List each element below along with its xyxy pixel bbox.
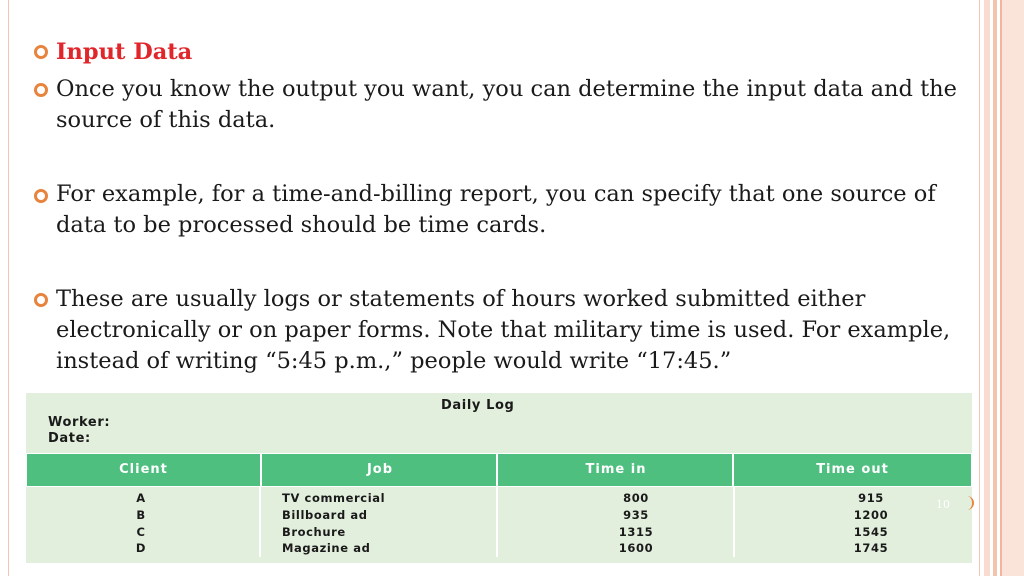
cell-time-in: 935 xyxy=(623,508,649,522)
daily-log-title: Daily Log xyxy=(441,398,515,413)
cell-time-out: 1545 xyxy=(853,525,889,539)
cell-time-out: 915 xyxy=(858,491,884,505)
cell-time-out: 1200 xyxy=(853,508,889,522)
column-header-time-in: Time in xyxy=(496,454,734,486)
bullet-icon xyxy=(34,293,48,307)
bullet-text: Once you know the output you want, you can determine the input data and the source of this data. xyxy=(56,76,957,133)
table-row xyxy=(26,541,970,558)
bullet-icon xyxy=(34,189,48,203)
cell-job: Billboard ad xyxy=(282,508,368,522)
bullet-icon xyxy=(34,83,48,97)
table-row xyxy=(26,491,970,508)
date-label: Date: xyxy=(48,431,91,446)
column-header-time-out: Time out xyxy=(732,454,971,486)
cell-time-in: 1315 xyxy=(618,525,654,539)
cell-time-out: 1745 xyxy=(853,541,889,555)
column-header-job: Job xyxy=(260,454,498,486)
cell-job: Magazine ad xyxy=(282,541,371,555)
cell-client: C xyxy=(136,525,146,539)
bullet-text: These are usually logs or statements of hours worked submitted either electronically or on paper forms. Note that military time is used. For example, instead of writing “5:45 p.m.,” people would write “17:45.” xyxy=(56,286,951,374)
cell-client: A xyxy=(136,491,146,505)
cell-job: Brochure xyxy=(282,525,346,539)
cell-time-in: 1600 xyxy=(618,541,654,555)
cell-time-in: 800 xyxy=(623,491,649,505)
cell-job: TV commercial xyxy=(282,491,386,505)
table-row xyxy=(26,508,970,525)
table-row xyxy=(26,525,970,542)
decorative-stripe xyxy=(984,0,990,576)
decorative-stripe xyxy=(1000,0,1024,576)
table-header-row xyxy=(26,453,972,487)
slide-heading: Input Data xyxy=(56,39,193,65)
worker-label: Worker: xyxy=(48,415,111,430)
decorative-stripe xyxy=(993,0,997,576)
column-header-client: Client xyxy=(119,462,168,477)
cell-client: B xyxy=(136,508,146,522)
bullet-text: For example, for a time-and-billing report, you can specify that one source of data to be processed should be time cards. xyxy=(56,181,936,238)
bullet-icon xyxy=(34,45,48,59)
daily-log-table xyxy=(26,393,972,563)
page-number: 10 xyxy=(936,498,950,511)
cell-client: D xyxy=(135,541,147,555)
